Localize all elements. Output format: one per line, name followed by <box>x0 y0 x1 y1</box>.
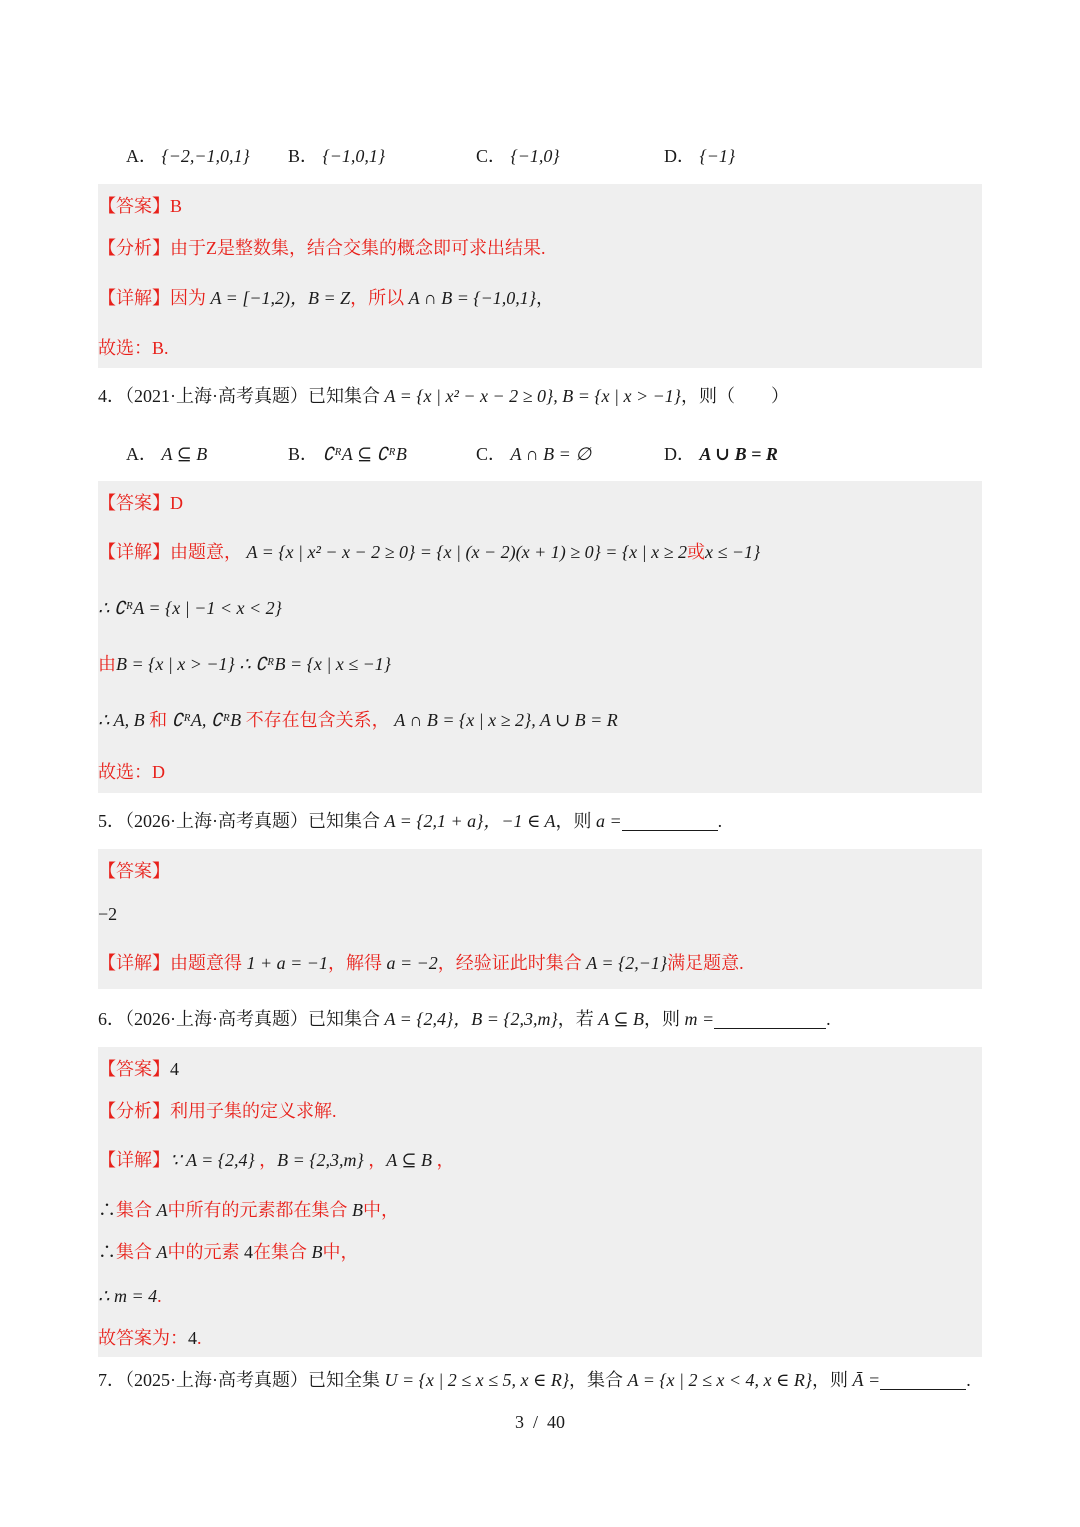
q4-stem: 4．（2021·上海·高考真题）已知集合 A = {x | x² − x − 2 ≥ 0}, B = {x | x > −1}，则（ ） <box>98 386 789 406</box>
q4-option-c: C． A ∩ B = ∅ <box>476 444 592 464</box>
q4-conclusion: 故选：D <box>98 762 165 782</box>
q4-answer: 【答案】D <box>98 493 183 513</box>
q4-option-b: B． ∁ᴿA ⊆ ∁ᴿB <box>288 444 407 464</box>
q4-detail-2: ∴ ∁ᴿA = {x | −1 < x < 2} <box>98 598 282 618</box>
q3-detail: 【详解】因为 A = [−1,2)，B = Z，所以 A ∩ B = {−1,0,1}， <box>98 288 554 308</box>
q6-stem: 6．（2026·上海·高考真题）已知集合 A = {2,4}，B = {2,3,m}，若 A ⊆ B，则 m = . <box>98 1009 831 1029</box>
q3-answer: 【答案】B <box>98 196 183 216</box>
q3-solution-block <box>98 184 982 368</box>
q5-stem: 5．（2026·上海·高考真题）已知集合 A = {2,1 + a}，−1 ∈ A，则 a = . <box>98 811 723 831</box>
q4-detail-1: 【详解】由题意， A = {x | x² − x − 2 ≥ 0} = {x | (x − 2)(x + 1) ≥ 0} = {x | x ≥ 2或x ≤ −1} <box>98 542 761 562</box>
q6-answer: 【答案】4 <box>98 1059 179 1079</box>
q4-solution-block <box>98 481 982 793</box>
q3-option-d: D． {−1} <box>664 146 736 166</box>
q6-detail-2: ∴集合 A中所有的元素都在集合 B中， <box>98 1200 399 1220</box>
q4-detail-3: 由B = {x | x > −1} ∴ ∁ᴿB = {x | x ≤ −1} <box>98 654 391 674</box>
q5-answer-value: −2 <box>98 904 118 924</box>
q4-option-a: A． A ⊆ B <box>126 444 208 464</box>
q6-detail-3: ∴集合 A中的元素 4在集合 B中， <box>98 1242 359 1262</box>
q5-answer: 【答案】 <box>98 861 170 881</box>
q4-detail-4: ∴ A, B 和 ∁ᴿA, ∁ᴿB 不存在包含关系， A ∩ B = {x | x ≥ 2}, A ∪ B = R <box>98 710 618 730</box>
q7-stem: 7．（2025·上海·高考真题）已知全集 U = {x | 2 ≤ x ≤ 5, x ∈ R}，集合 A = {x | 2 ≤ x < 4, x ∈ R}，则 Ā = . <box>98 1370 971 1390</box>
q5-answer-blank <box>622 812 718 831</box>
q6-detail-1: 【详解】∵ A = {2,4} ，B = {2,3,m} ，A ⊆ B ， <box>98 1150 455 1170</box>
q3-conclusion: 故选：B. <box>98 338 169 358</box>
q3-option-b: B． {−1,0,1} <box>288 146 386 166</box>
q4-option-d: D． A ∪ B = R <box>664 444 778 464</box>
q6-detail-4: ∴ m = 4. <box>98 1286 162 1306</box>
q6-conclusion: 故答案为：4. <box>98 1328 202 1348</box>
q3-analysis: 【分析】由于Z是整数集，结合交集的概念即可求出结果. <box>98 238 546 258</box>
q6-answer-blank <box>714 1010 826 1029</box>
q5-detail: 【详解】由题意得 1 + a = −1，解得 a = −2，经验证此时集合 A = {2,−1}满足题意. <box>98 953 744 973</box>
q3-option-c: C． {−1,0} <box>476 146 560 166</box>
q6-analysis: 【分析】利用子集的定义求解. <box>98 1101 337 1121</box>
q7-answer-blank <box>880 1371 966 1390</box>
q3-option-a: A． {−2,−1,0,1} <box>126 146 250 166</box>
page-number: 3 / 40 <box>514 1412 565 1432</box>
